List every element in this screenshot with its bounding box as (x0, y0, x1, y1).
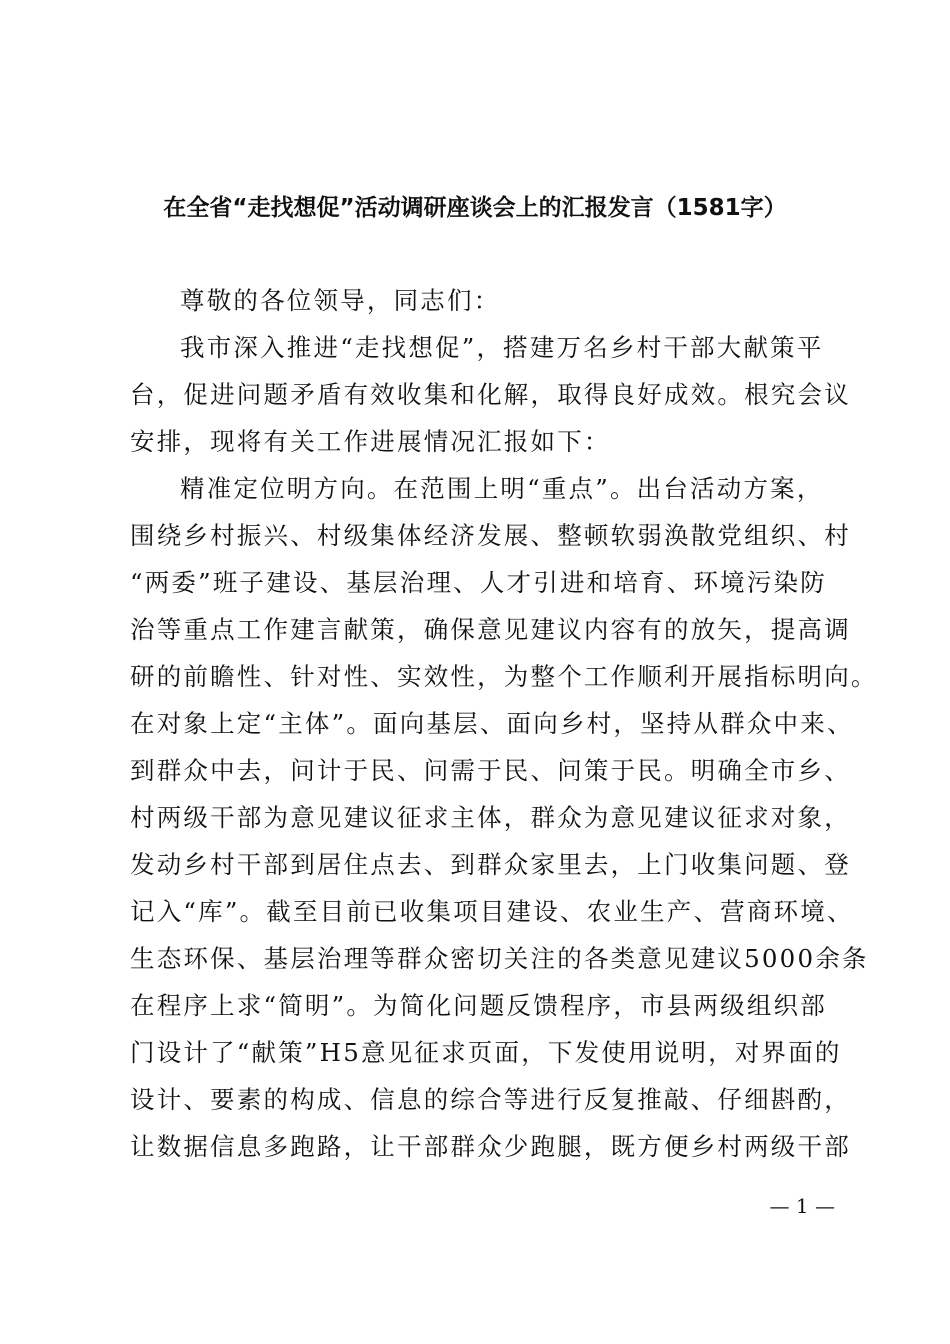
salutation: 尊敬的各位领导，同志们： (180, 286, 501, 315)
page-number: — 1 — (769, 1194, 835, 1218)
paragraph-line: “两委”班子建设、基层治理、人才引进和培育、环境污染防 (130, 568, 827, 597)
paragraph-line: 精准定位明方向。在范围上明“重点”。出台活动方案， (180, 474, 824, 503)
paragraph-line: 安排，现将有关工作进展情况汇报如下： (130, 427, 611, 456)
paragraph-line: 记入“库”。截至目前已收集项目建设、农业生产、营商环境、 (130, 897, 854, 926)
paragraph-line: 门设计了“献策”H5意见征求页面，下发使用说明，对界面的 (130, 1038, 842, 1067)
paragraph-line: 到群众中去，问计于民、问需于民、问策于民。明确全市乡、 (130, 756, 851, 785)
paragraph-line: 在程序上求“简明”。为简化问题反馈程序，市县两级组织部 (130, 991, 827, 1020)
paragraph-line: 在对象上定“主体”。面向基层、面向乡村，坚持从群众中来、 (130, 709, 854, 738)
paragraph-line: 围绕乡村振兴、村级集体经济发展、整顿软弱涣散党组织、村 (130, 521, 851, 550)
paragraph-line: 发动乡村干部到居住点去、到群众家里去，上门收集问题、登 (130, 850, 851, 879)
paragraph-line: 治等重点工作建言献策，确保意见建议内容有的放矢，提高调 (130, 615, 851, 644)
paragraph-line: 村两级干部为意见建议征求主体，群众为意见建议征求对象， (130, 803, 851, 832)
paragraph-line: 让数据信息多跑路，让干部群众少跑腿，既方便乡村两级干部 (130, 1132, 851, 1161)
paragraph-line: 台，促进问题矛盾有效收集和化解，取得良好成效。根究会议 (130, 380, 851, 409)
paragraph-line: 生态环保、基层治理等群众密切关注的各类意见建议5000余条 (130, 944, 869, 973)
paragraph-line: 我市深入推进“走找想促”，搭建万名乡村干部大献策平 (180, 333, 824, 362)
document-title: 在全省“走找想促”活动调研座谈会上的汇报发言（1581字） (163, 195, 787, 221)
paragraph-line: 研的前瞻性、针对性、实效性，为整个工作顺利开展指标明向。 (130, 662, 878, 691)
paragraph-line: 设计、要素的构成、信息的综合等进行反复推敲、仔细斟酌， (130, 1085, 851, 1114)
